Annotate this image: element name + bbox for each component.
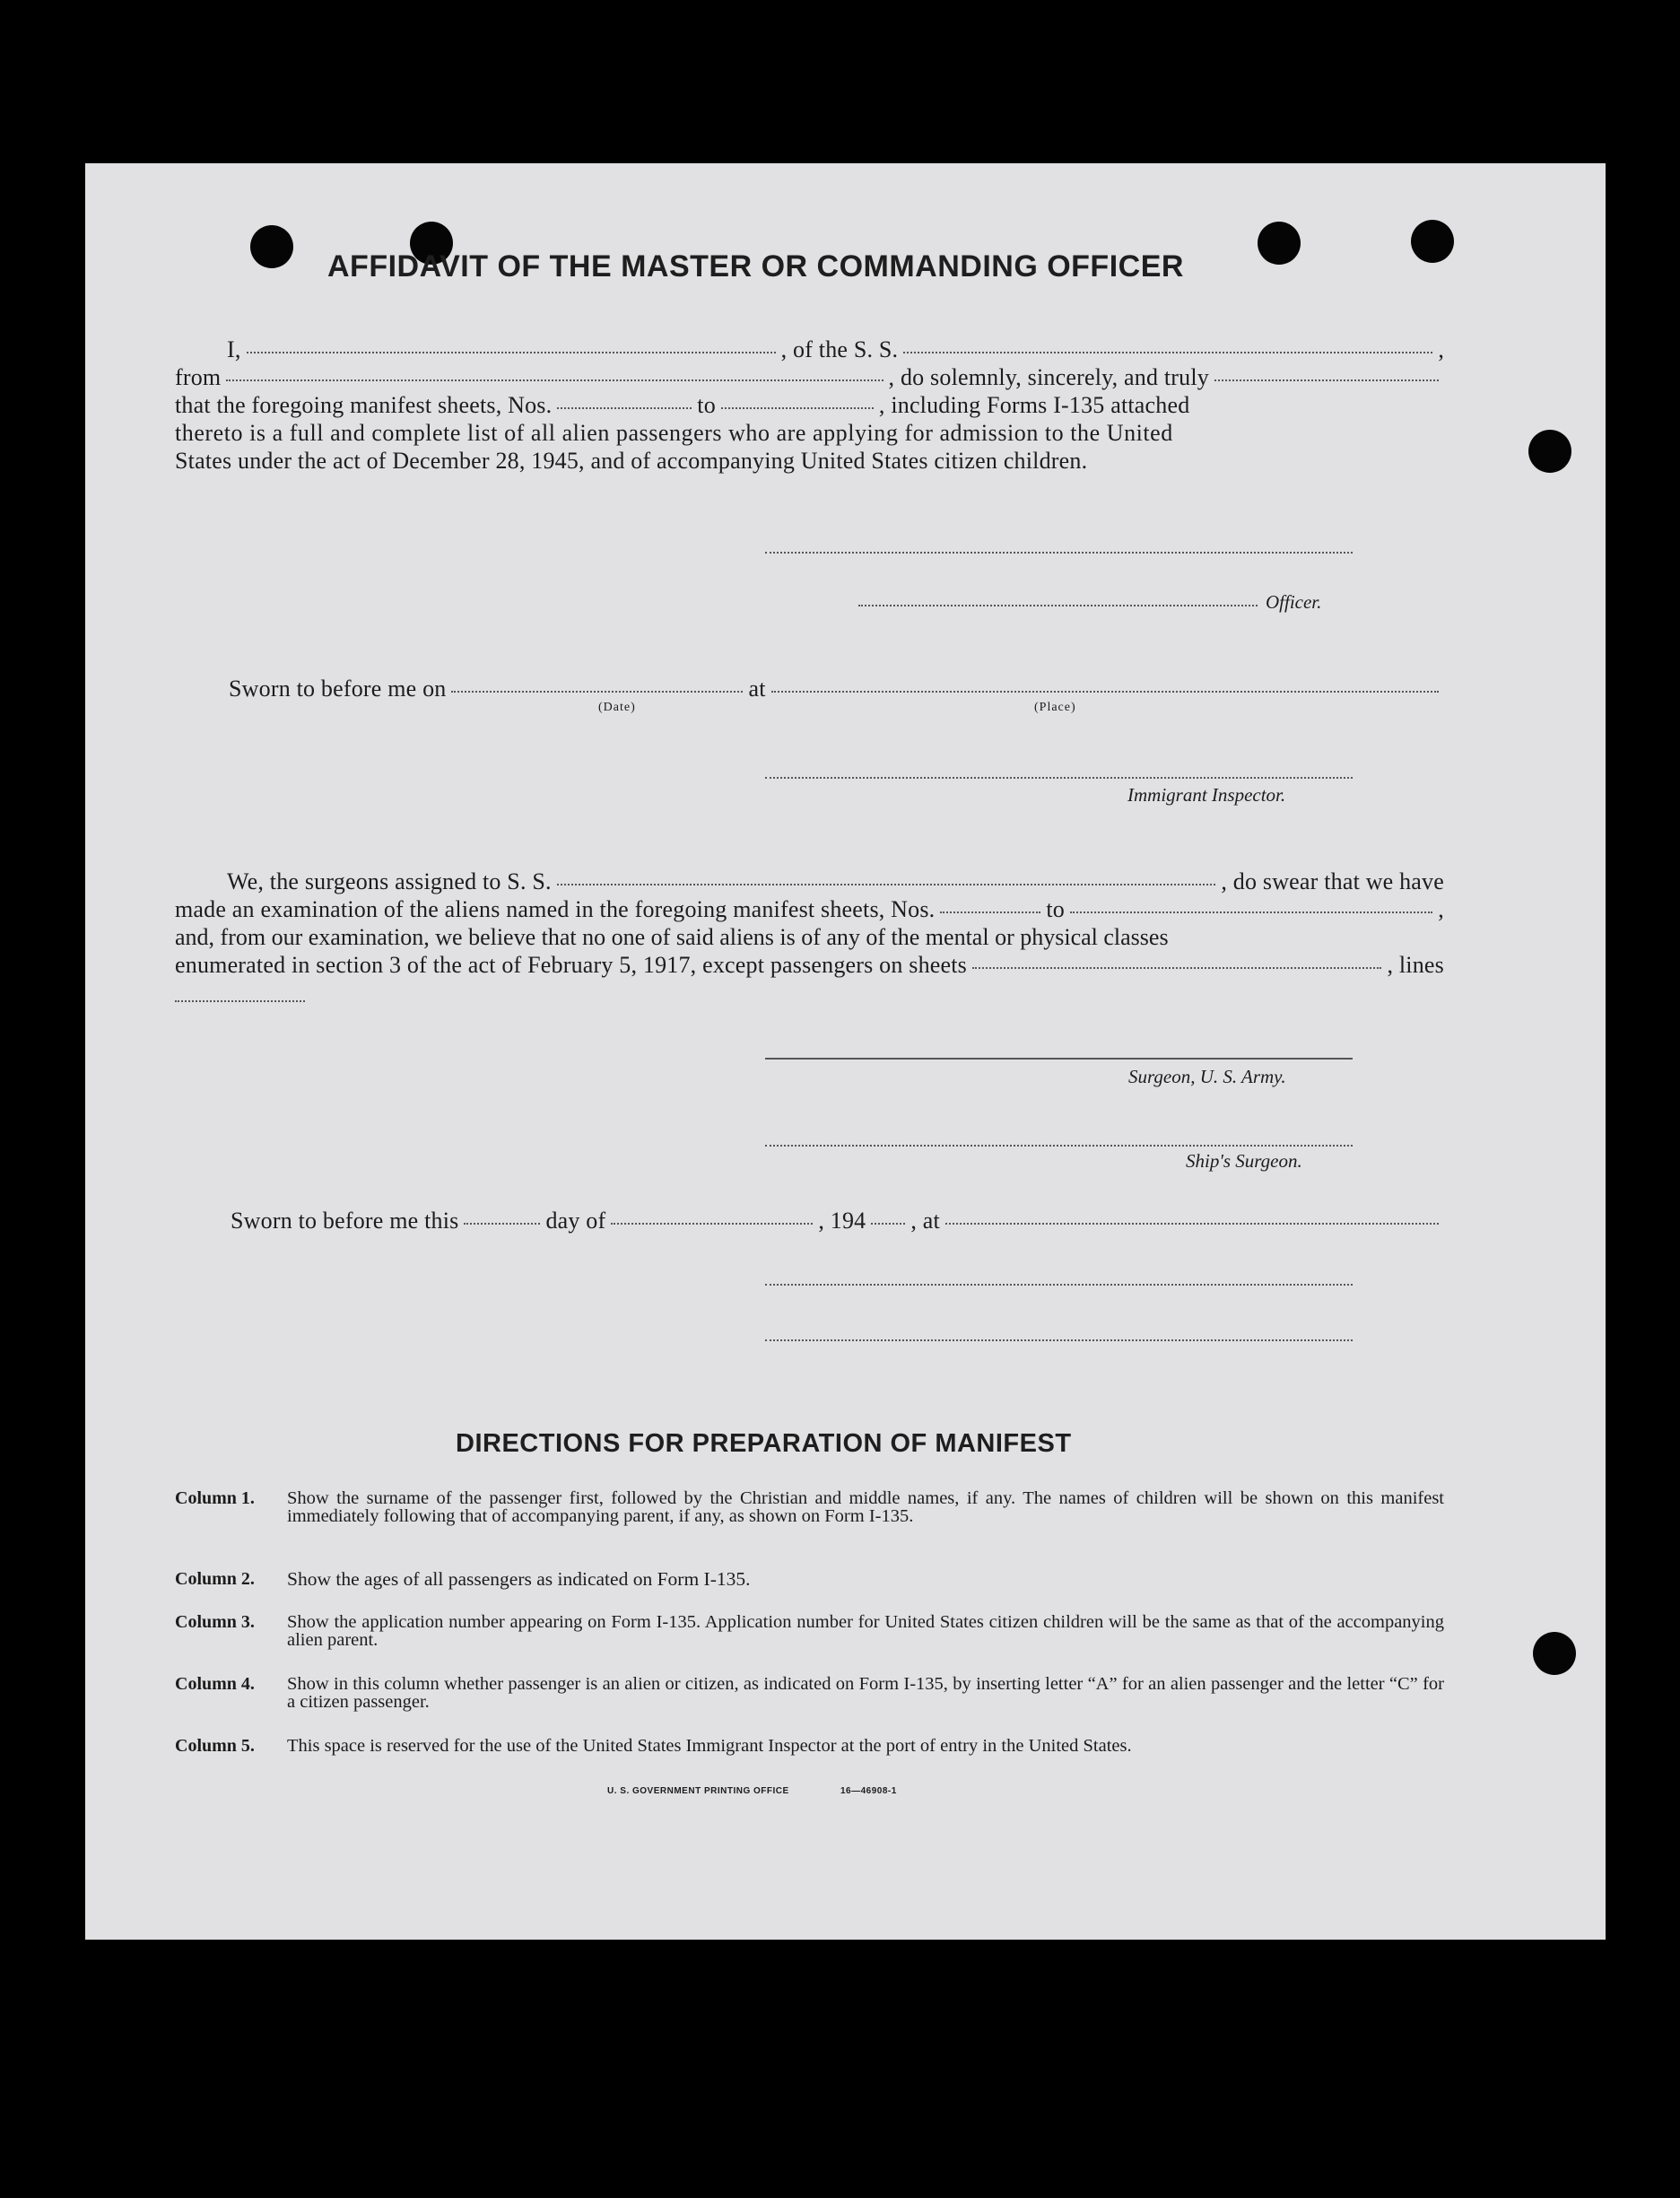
punch-hole [1258,222,1301,265]
affidavit-text: to [697,392,716,418]
sworn-text: Sworn to before me on [229,676,447,702]
page-title: AFFIDAVIT OF THE MASTER OR COMMANDING OFFICER [327,249,1184,283]
affidavit-line-4: thereto is a full and complete list of all alien passengers who are applying for admission to the United [175,420,1173,446]
sworn-surgeons-place-field[interactable] [945,1208,1439,1225]
surgeons-text: to [1046,896,1065,922]
form-code: 16—46908-1 [840,1786,897,1796]
punch-hole [250,225,293,268]
surgeons-text: , [1438,896,1444,922]
army-surgeon-signature-line[interactable] [765,1058,1353,1060]
sheet-from-field[interactable] [557,393,692,409]
affidavit-line-2 [175,363,1444,391]
direction-text: Show in this column whether passenger is an alien or citizen, as indicated on Form I-135, by inserting letter “A” for an alien passenger and the letter “C” for a citizen passenger. [287,1674,1444,1712]
affidavit-line-5: States under the act of December 28, 1945, and of accompanying United States citizen children. [175,448,1088,474]
sworn-text: , at [910,1208,940,1234]
sworn-text: Sworn to before me this [231,1208,459,1234]
master-affidavit [175,336,1444,475]
direction-column-4 [175,1675,1444,1714]
directions-title: DIRECTIONS FOR PREPARATION OF MANIFEST [456,1429,1072,1458]
ship-surgeon-signature-line[interactable] [765,1145,1353,1147]
punch-hole [1528,430,1571,473]
affidavit-line-3 [175,391,1444,419]
affidavit-line-1 [175,336,1444,363]
sheet-to-field[interactable] [721,393,874,409]
except-lines-field[interactable] [175,1000,305,1002]
direction-label: Column 1. [175,1488,255,1508]
direction-text: Show the ages of all passengers as indicated on Form I-135. [287,1568,751,1590]
inspector-signature-line[interactable] [765,777,1353,779]
place-caption: (Place) [1034,701,1076,714]
punch-hole [1411,220,1454,263]
sworn-signature-line[interactable] [765,1284,1353,1286]
surgeons-text: , do swear that we have [1221,868,1444,894]
surgeons-sheet-to-field[interactable] [1070,897,1432,913]
printer-imprint: U. S. GOVERNMENT PRINTING OFFICE [607,1786,789,1796]
surgeons-text: enumerated in section 3 of the act of February 5, 1917, except passengers on sheets [175,952,967,978]
direction-label: Column 4. [175,1674,255,1694]
direction-label: Column 3. [175,1612,255,1632]
ship-surgeon-label: Ship's Surgeon. [1186,1150,1302,1172]
inspector-label: Immigrant Inspector. [1127,784,1286,806]
sworn-master-row [229,675,1444,702]
direction-label: Column 2. [175,1569,255,1589]
affidavit-text: I, [227,336,241,362]
affidavit-text: , do solemnly, sincerely, and truly [888,364,1209,390]
sworn-month-field[interactable] [611,1208,813,1225]
ship-name-field[interactable] [903,337,1432,353]
sworn-at-text: at [748,676,766,702]
officer-label: Officer. [1266,591,1322,613]
affidavit-text: , of the S. S. [780,336,899,362]
surgeons-line-3: and, from our examination, we believe that no one of said aliens is of any of the mental or physical classes [175,924,1169,950]
master-signature-line[interactable] [765,552,1353,554]
direction-label: Column 5. [175,1736,255,1756]
direction-text: Show the surname of the passenger first, followed by the Christian and middle names, if any. The names of children will be shown on this manifest immediately following that of accompanying parent, if any, as shown on Form I-135. [287,1488,1444,1526]
affidavit-text: , including Forms I-135 attached [878,392,1190,418]
sworn-text: , 194 [818,1208,866,1234]
date-caption: (Date) [598,701,636,714]
direction-column-5 [175,1737,1444,1776]
sworn-text: day of [545,1208,606,1234]
direction-text: This space is reserved for the use of the United States Immigrant Inspector at the port of entry in the United States. [287,1736,1132,1756]
direction-column-1 [175,1489,1444,1547]
port-from-field[interactable] [226,365,883,381]
army-surgeon-label: Surgeon, U. S. Army. [1128,1066,1286,1087]
sworn-surgeons-line [231,1207,1444,1234]
surgeons-sheet-from-field[interactable] [940,897,1040,913]
officer-title-line[interactable] [858,605,1258,606]
affidavit-text: from [175,364,222,390]
surgeons-text: We, the surgeons assigned to S. S. [227,868,552,894]
sworn-day-field[interactable] [464,1208,540,1225]
surgeons-text: , lines [1387,952,1444,978]
surgeons-line-1 [175,868,1444,895]
surgeons-text: made an examination of the aliens named in the foregoing manifest sheets, Nos. [175,896,936,922]
sworn-title-line[interactable] [765,1339,1353,1341]
affidavit-text: that the foregoing manifest sheets, Nos. [175,392,553,418]
surgeons-affidavit [175,868,1444,979]
surgeons-line-2 [175,895,1444,923]
affidavit-text: , [1438,336,1445,362]
sworn-master-line [229,675,1444,702]
direction-column-2 [175,1570,1444,1590]
direction-column-3 [175,1613,1444,1653]
punch-hole [1533,1632,1576,1675]
direction-text: Show the application number appearing on Form I-135. Application number for United States citizen children will be the same as that of the accompanying alien parent. [287,1612,1444,1650]
surgeons-ship-field[interactable] [557,869,1216,885]
sworn-date-field[interactable] [451,676,743,693]
master-name-field[interactable] [247,337,776,353]
surgeons-line-4 [175,951,1444,979]
sworn-surgeons-row [231,1207,1444,1234]
oath-field[interactable] [1214,365,1439,381]
sworn-place-field[interactable] [771,676,1439,693]
except-sheets-field[interactable] [972,953,1381,969]
form-page [85,163,1606,1940]
sworn-year-field[interactable] [871,1208,905,1225]
